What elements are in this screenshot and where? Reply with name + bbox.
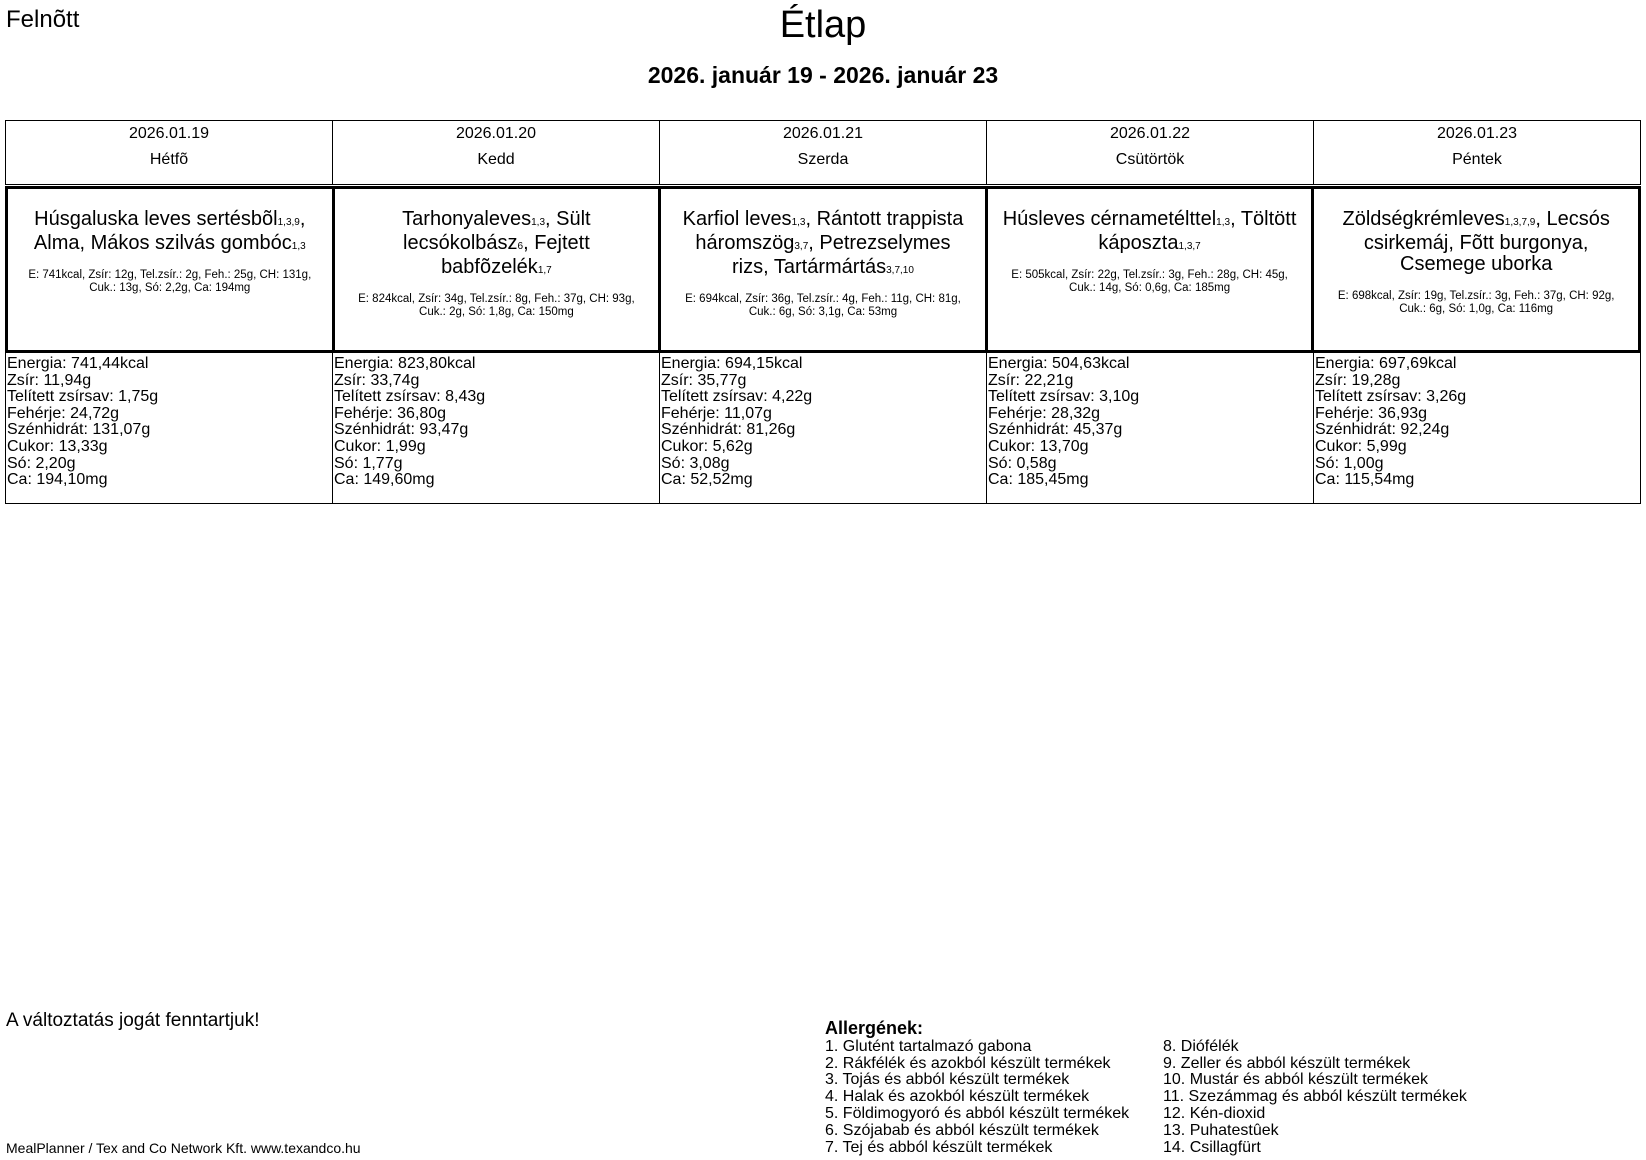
nutrition-line: Ca: 149,60mg [334, 471, 435, 489]
menu-cell [8, 189, 335, 350]
allergen-item: 4. Halak és azokból készült termékek [825, 1088, 1090, 1106]
summary-line: E: 741kcal, Zsír: 12g, Tel.zsír.: 2g, Feh.: 25g, CH: 131g, [28, 269, 312, 281]
nutrition-line: Fehérje: 28,32g [988, 404, 1101, 422]
change-notice: A változtatás jogát fenntartjuk! [6, 1010, 260, 1031]
dish-list [22, 209, 318, 257]
dish-name: Tarhonyaleves [402, 208, 532, 230]
nutrition-summary [1314, 290, 1638, 316]
dish-list [1328, 209, 1624, 278]
dish-name: Húsgaluska leves sertésbõl [34, 208, 278, 230]
summary-line: Cuk.: 2g, Só: 1,8g, Ca: 150mg [419, 306, 574, 318]
menu-cell [988, 189, 1315, 350]
summary-line: Cuk.: 6g, Só: 1,0g, Ca: 116mg [1399, 303, 1554, 315]
day-header [987, 121, 1314, 184]
nutrition-line: Szénhidrát: 93,47g [334, 421, 469, 439]
allergen-item: 12. Kén-dioxid [1163, 1104, 1266, 1122]
day-date: 2026.01.19 [128, 125, 210, 142]
dish-name: , Fejtett babfõzelék [441, 232, 590, 278]
nutrition-summary [661, 293, 985, 319]
allergen-item: 13. Puhatestûek [1163, 1121, 1279, 1139]
dish-name: , Alma, Mákos szilvás gombóc [33, 208, 306, 254]
day-name: Kedd [477, 151, 515, 168]
nutrition-line: Ca: 115,54mg [1315, 471, 1415, 489]
nutrition-cell [1314, 353, 1641, 503]
summary-line: E: 698kcal, Zsír: 19g, Tel.zsír.: 3g, Feh.: 37g, CH: 92g, [1337, 290, 1615, 302]
summary-line: Cuk.: 13g, Só: 2,2g, Ca: 194mg [89, 282, 251, 294]
dish-name: Húsleves cérnametélttel [1002, 208, 1217, 230]
allergen-codes: 1,3,9 [277, 217, 300, 228]
allergen-codes: 6 [517, 241, 524, 252]
menu-cell [1314, 189, 1641, 350]
allergen-codes: 1,7 [537, 265, 552, 276]
date-range: 2026. január 19 - 2026. január 23 [647, 62, 999, 88]
day-header [6, 121, 333, 184]
day-header-row [5, 120, 1641, 185]
summary-line: Cuk.: 6g, Só: 3,1g, Ca: 53mg [748, 306, 898, 318]
nutrition-cell [987, 353, 1314, 503]
day-name: Péntek [1452, 151, 1502, 168]
allergen-item: 6. Szójabab és abból készült termékek [825, 1121, 1099, 1139]
allergen-item: 10. Mustár és abból készült termékek [1163, 1071, 1429, 1089]
nutrition-summary [988, 269, 1312, 295]
nutrition-line: Ca: 194,10mg [7, 471, 108, 489]
allergen-codes: 1,3,7,9 [1504, 217, 1536, 228]
summary-line: E: 505kcal, Zsír: 22g, Tel.zsír.: 3g, Feh.: 28g, CH: 45g, [1011, 269, 1288, 281]
nutrition-cell [333, 353, 660, 503]
allergen-item: 5. Földimogyoró és abból készült termékek [825, 1104, 1130, 1122]
day-date: 2026.01.20 [455, 125, 537, 142]
summary-line: E: 694kcal, Zsír: 36g, Tel.zsír.: 4g, Feh.: 11g, CH: 81g, [685, 293, 961, 305]
dish-name: , Petrezselymes rizs, Tartármártás [732, 232, 951, 278]
nutrition-line: Só: 3,08g [661, 454, 730, 472]
nutrition-line: Zsír: 33,74g [334, 371, 420, 389]
dish-name: , Rántott trappista háromszög [695, 208, 964, 254]
day-date: 2026.01.21 [782, 125, 864, 142]
day-header [1314, 121, 1641, 184]
nutrition-line: Energia: 504,63kcal [988, 355, 1130, 372]
nutrition-line: Szénhidrát: 81,26g [661, 421, 796, 439]
summary-line: Cuk.: 14g, Só: 0,6g, Ca: 185mg [1069, 282, 1231, 294]
nutrition-line: Fehérje: 24,72g [7, 404, 120, 422]
nutrition-line: Cukor: 13,70g [988, 437, 1089, 455]
nutrition-line: Telített zsírsav: 4,22g [661, 388, 813, 406]
allergen-legend [825, 1020, 1467, 1156]
allergen-codes: 1,3 [291, 241, 306, 252]
allergen-codes: 1,3 [791, 217, 806, 228]
dish-list [349, 209, 645, 281]
nutrition-line: Telített zsírsav: 3,26g [1315, 388, 1467, 406]
allergen-column [1163, 1039, 1467, 1157]
allergen-codes: 1,3,7 [1178, 241, 1201, 252]
nutrition-line: Cukor: 5,62g [661, 437, 753, 455]
allergen-codes: 3,7,10 [886, 265, 914, 276]
menu-cell [335, 189, 662, 350]
nutrition-line: Ca: 52,52mg [661, 471, 753, 489]
nutrition-line: Szénhidrát: 131,07g [7, 421, 151, 439]
nutrition-line: Fehérje: 11,07g [661, 404, 772, 422]
nutrition-summary [8, 269, 332, 295]
allergen-item: 14. Csillagfürt [1163, 1138, 1261, 1156]
nutrition-line: Telített zsírsav: 1,75g [7, 388, 159, 406]
nutrition-line: Fehérje: 36,80g [334, 404, 447, 422]
nutrition-row [5, 353, 1641, 504]
allergen-codes: 1,3 [1216, 217, 1231, 228]
nutrition-line: Cukor: 13,33g [7, 437, 108, 455]
nutrition-line: Fehérje: 36,93g [1315, 404, 1428, 422]
nutrition-line: Energia: 697,69kcal [1315, 355, 1457, 372]
dish-name: , Töltött káposzta [1098, 208, 1297, 254]
allergen-item: 11. Szezámmag és abból készült termékek [1163, 1088, 1467, 1106]
nutrition-line: Energia: 741,44kcal [7, 355, 149, 372]
day-header [660, 121, 987, 184]
dish-list [1002, 209, 1298, 257]
nutrition-line: Zsír: 35,77g [661, 371, 747, 389]
allergen-heading: Allergének: [825, 1018, 924, 1038]
nutrition-line: Só: 1,00g [1315, 454, 1384, 472]
menu-category: Felnõtt [6, 6, 80, 33]
nutrition-line: Szénhidrát: 92,24g [1315, 421, 1450, 439]
nutrition-line: Só: 1,77g [334, 454, 403, 472]
allergen-codes: 1,3 [531, 217, 546, 228]
menu-cell [661, 189, 988, 350]
nutrition-line: Ca: 185,45mg [988, 471, 1089, 489]
nutrition-line: Energia: 823,80kcal [334, 355, 476, 372]
day-date: 2026.01.23 [1436, 125, 1518, 142]
dish-name: Karfiol leves [682, 208, 792, 230]
nutrition-line: Szénhidrát: 45,37g [988, 421, 1123, 439]
allergen-column [825, 1039, 1163, 1157]
day-name: Csütörtök [1115, 151, 1185, 168]
nutrition-cell [6, 353, 333, 503]
dish-name: Zöldségkrémleves [1342, 208, 1505, 230]
nutrition-line: Cukor: 1,99g [334, 437, 426, 455]
allergen-codes: 3,7 [794, 241, 809, 252]
day-name: Szerda [797, 151, 849, 168]
nutrition-line: Zsír: 11,94g [7, 371, 92, 389]
allergen-item: 8. Diófélék [1163, 1037, 1239, 1055]
allergen-item: 2. Rákfélék és azokból készült termékek [825, 1054, 1111, 1072]
day-name: Hétfõ [149, 151, 189, 168]
dish-list [675, 209, 971, 281]
allergen-item: 7. Tej és abból készült termékek [825, 1138, 1053, 1156]
dish-name: , Lecsós csirkemáj, Fõtt burgonya, Csemege uborka [1363, 208, 1610, 275]
allergen-item: 9. Zeller és abból készült termékek [1163, 1054, 1411, 1072]
menu-row [5, 186, 1641, 353]
nutrition-line: Só: 0,58g [988, 454, 1057, 472]
nutrition-line: Telített zsírsav: 3,10g [988, 388, 1140, 406]
dish-name: , Sült lecsókolbász [403, 208, 591, 254]
day-header [333, 121, 660, 184]
nutrition-line: Zsír: 19,28g [1315, 371, 1401, 389]
allergen-item: 3. Tojás és abból készült termékek [825, 1071, 1070, 1089]
nutrition-cell [660, 353, 987, 503]
footer-credit: MealPlanner / Tex and Co Network Kft. www.texandco.hu [6, 1140, 361, 1156]
day-date: 2026.01.22 [1109, 125, 1191, 142]
menu-grid [5, 120, 1641, 504]
summary-line: E: 824kcal, Zsír: 34g, Tel.zsír.: 8g, Feh.: 37g, CH: 93g, [358, 293, 635, 305]
nutrition-line: Energia: 694,15kcal [661, 355, 803, 372]
page-title: Étlap [779, 4, 867, 46]
nutrition-line: Telített zsírsav: 8,43g [334, 388, 486, 406]
allergen-item: 1. Glutént tartalmazó gabona [825, 1037, 1032, 1055]
nutrition-line: Zsír: 22,21g [988, 371, 1074, 389]
nutrition-summary [335, 293, 659, 319]
nutrition-line: Só: 2,20g [7, 454, 76, 472]
nutrition-line: Cukor: 5,99g [1315, 437, 1407, 455]
